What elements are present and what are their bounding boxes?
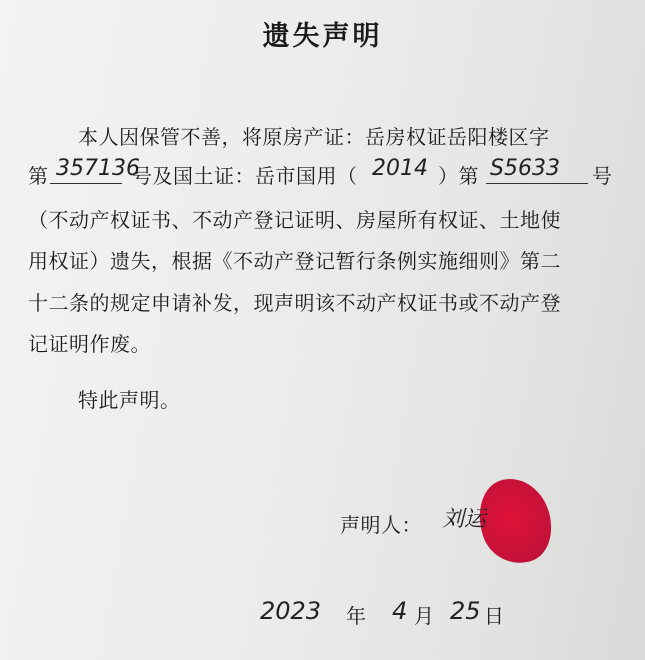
- date-year: 2023: [260, 597, 322, 625]
- land-number-handwritten: S5633: [490, 156, 560, 181]
- date-day-char: 日: [484, 604, 505, 628]
- closing-text: 特此声明。: [78, 388, 181, 412]
- line2-prefix: 第: [28, 164, 49, 188]
- body-line-6: 记证明作废。: [28, 332, 151, 356]
- body-line-1: 本人因保管不善，将原房产证：岳房权证岳阳楼区字: [78, 125, 550, 149]
- land-year-handwritten: 2014: [372, 156, 428, 181]
- date-day: 25: [450, 597, 481, 625]
- cert-number-handwritten: 357136: [56, 156, 140, 181]
- body-line-4: 用权证）遗失，根据《不动产登记暂行条例实施细则》第二: [28, 249, 561, 273]
- body-line-2: [28, 160, 49, 189]
- body-line-3: （不动产权证书、不动产登记证明、房屋所有权证、土地使: [28, 208, 561, 232]
- document-title: 遗失声明: [262, 21, 383, 52]
- cert-no-underline: [50, 183, 122, 184]
- land-no-underline: [486, 183, 588, 184]
- date-year-char: 年: [346, 604, 367, 628]
- declarant-label: 声明人：: [340, 513, 422, 537]
- date-month-char: 月: [414, 604, 435, 628]
- line2-suffix: 号: [592, 164, 613, 188]
- body-line-5: 十二条的规定申请补发，现声明该不动产权证书或不动产登: [28, 291, 561, 315]
- line2-mid2: ）第: [438, 164, 479, 188]
- date-month: 4: [392, 597, 408, 625]
- declarant-signature: 刘运: [442, 507, 487, 532]
- line2-mid: 号及国土证：岳市国用（: [132, 164, 358, 188]
